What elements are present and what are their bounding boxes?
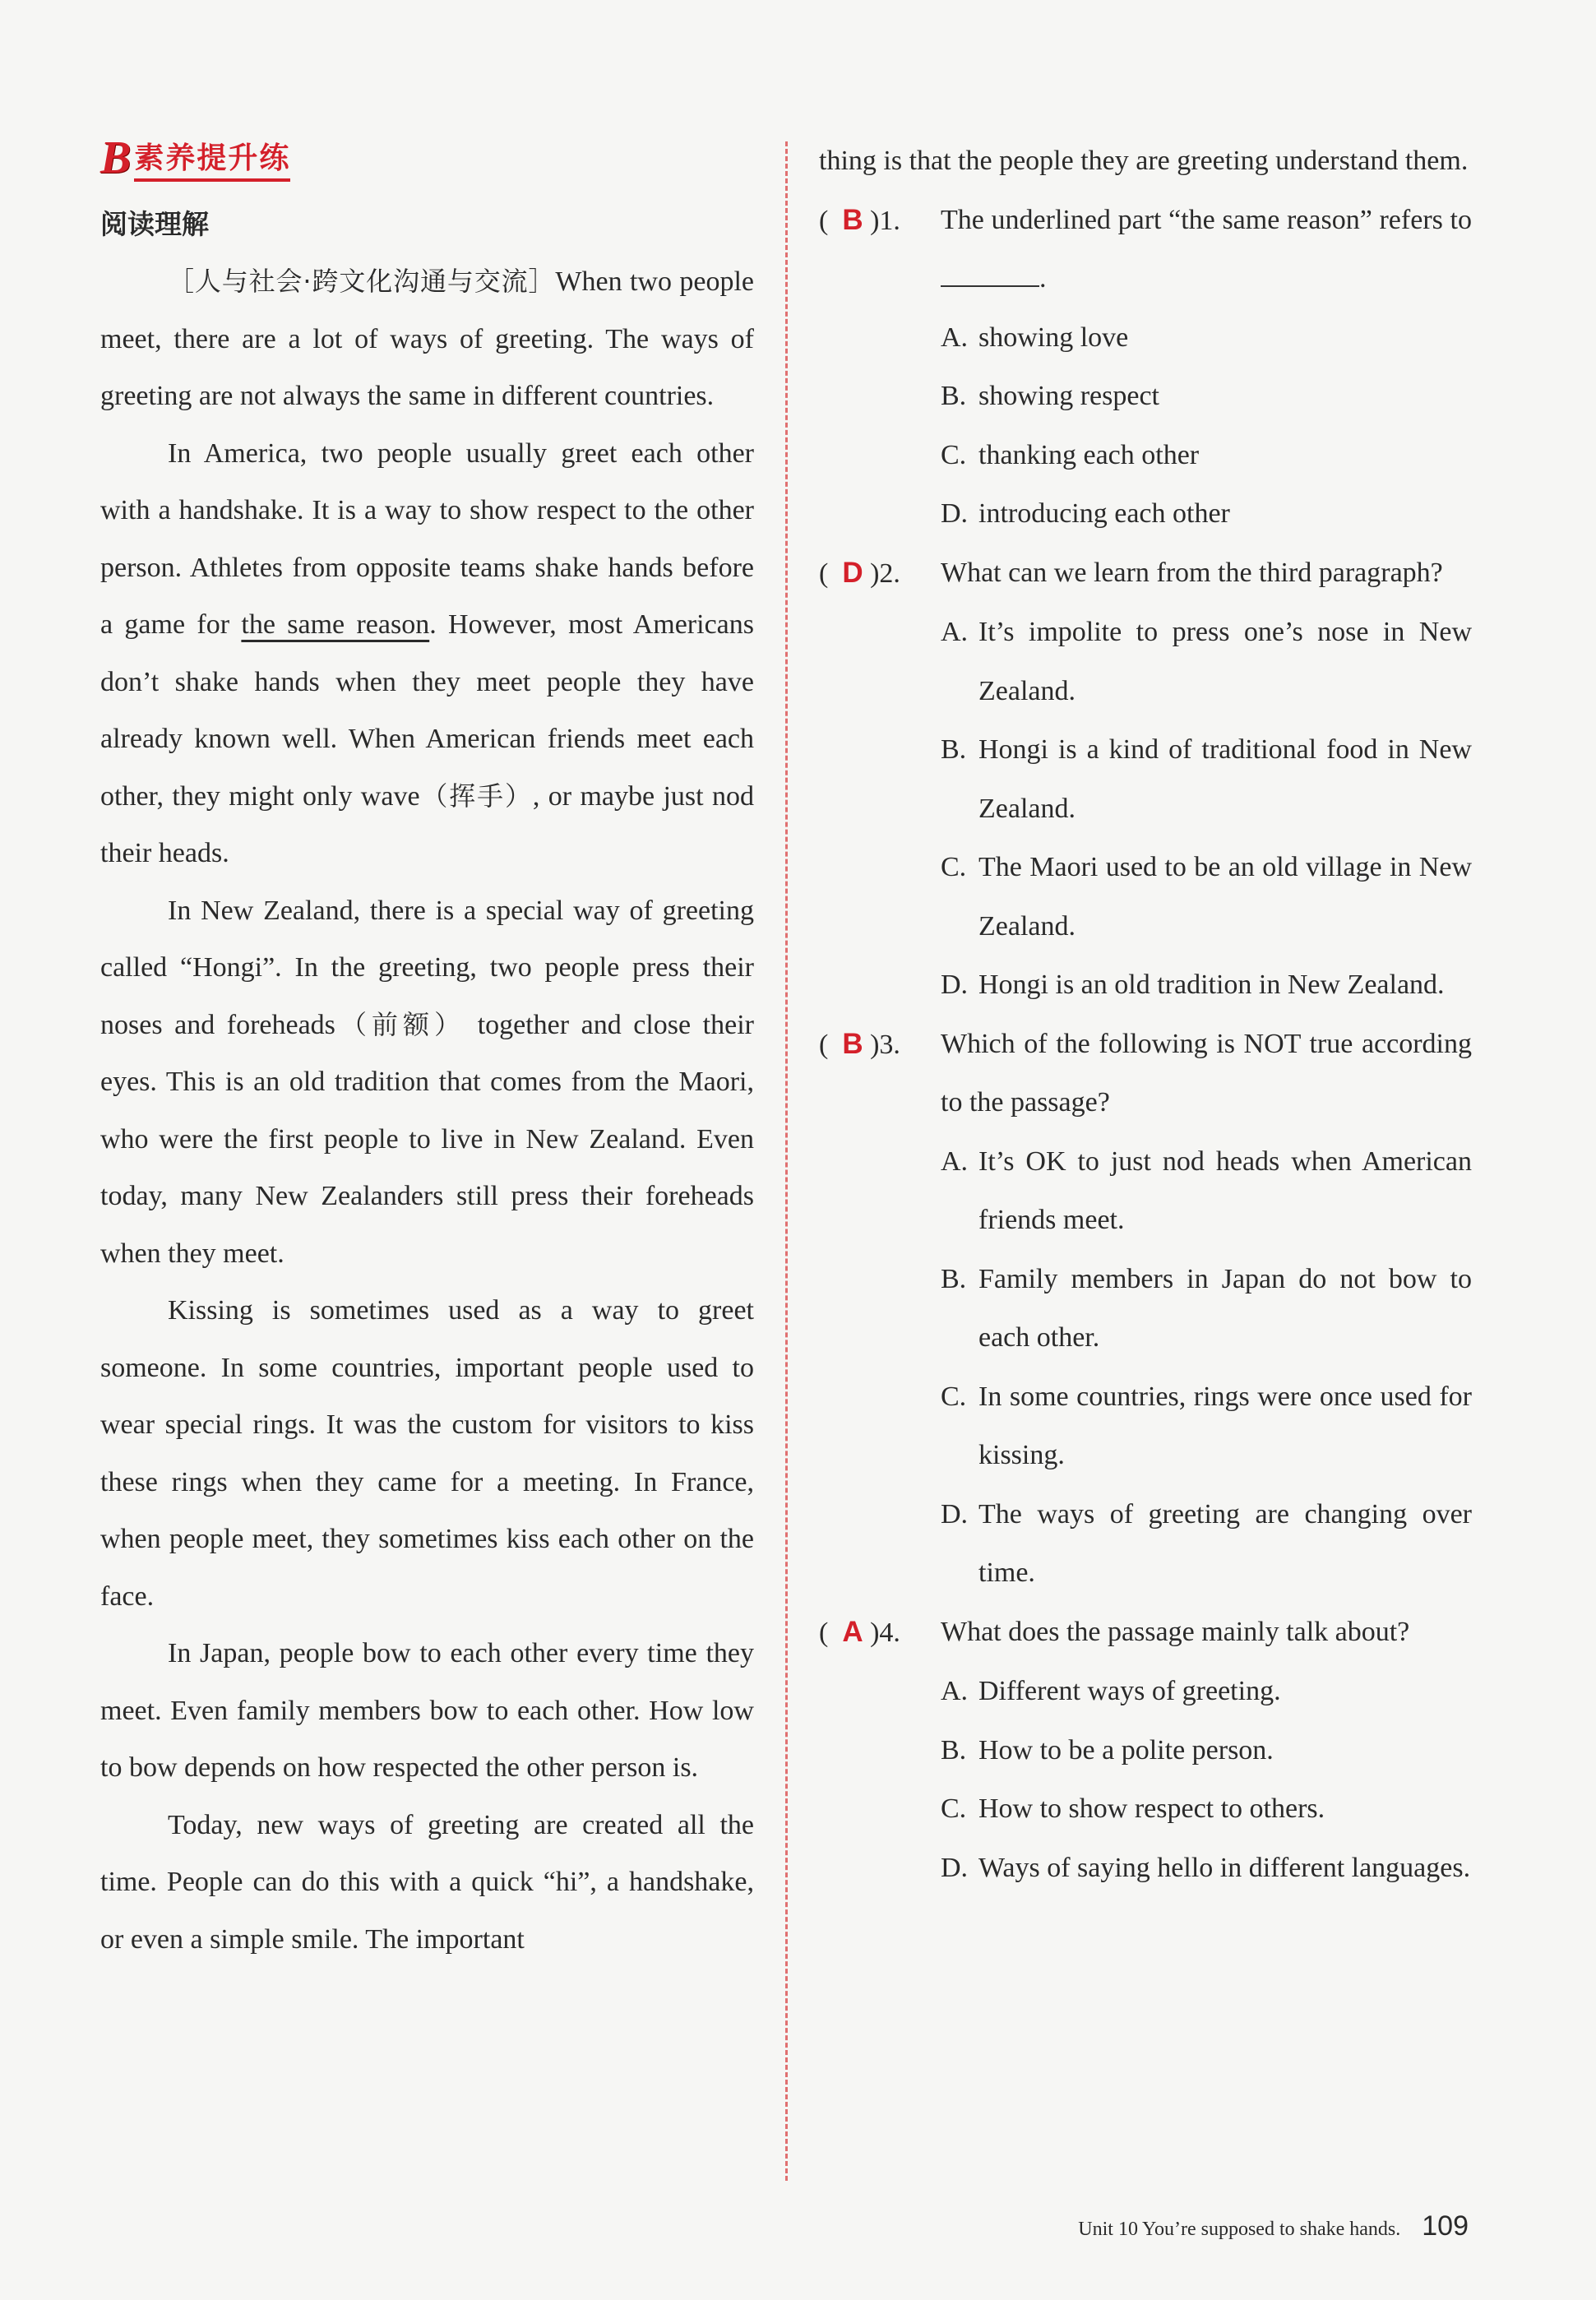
option-letter: A. <box>941 617 969 647</box>
b-level-mark: B <box>100 132 132 183</box>
option-letter: A. <box>941 1676 969 1706</box>
option-d <box>819 1485 1472 1603</box>
option-letter: C. <box>941 1381 967 1412</box>
reading-comprehension-title: 阅读理解 <box>100 208 209 240</box>
option-a <box>819 308 1472 368</box>
paragraph-text: . However, most Americans don’t shake hands when they meet people they have already known well. When American friends meet each other, they might only wave <box>100 609 754 812</box>
answer-mark: B <box>842 203 863 236</box>
option-d <box>819 484 1472 544</box>
option-letter: B. <box>941 381 967 411</box>
question-number: )4. <box>870 1617 900 1648</box>
answer-blank <box>941 261 1039 287</box>
question-stem <box>819 1015 1472 1132</box>
answer-bracket: ( B )3. <box>819 1027 900 1060</box>
option-b <box>819 367 1472 426</box>
passage-paragraph-6: Today, new ways of greeting are created all the time. People can do this with a quick “hi”, a handshake, or even a simple smile. The important <box>100 1809 754 1955</box>
option-text: Ways of saying hello in different languages. <box>978 1852 1471 1883</box>
option-d <box>819 1839 1472 1898</box>
question-stem <box>819 191 1472 308</box>
chinese-gloss: （挥手） <box>419 780 533 812</box>
question-text: Which of the following is NOT true according to the passage? <box>941 1028 1472 1118</box>
option-letter: C. <box>941 439 967 470</box>
option-text: It’s OK to just nod heads when American friends meet. <box>978 1145 1472 1235</box>
left-column <box>100 132 754 1968</box>
option-b <box>819 1721 1472 1780</box>
option-text: Hongi is an old tradition in New Zealand. <box>978 970 1445 1000</box>
paragraph-text: When two people meet, there are a lot of ways of greeting. The ways of greeting are not always the same in different countries. <box>100 266 754 411</box>
option-letter: B. <box>941 1263 967 1294</box>
option-letter: A. <box>941 1145 969 1177</box>
option-text: How to be a polite person. <box>978 1734 1274 1765</box>
option-text: Hongi is a kind of traditional food in New Zealand. <box>978 734 1472 824</box>
answer-bracket: ( A )4. <box>819 1615 900 1648</box>
answer-bracket: ( B )1. <box>819 203 900 236</box>
right-column <box>819 132 1472 1897</box>
passage-paragraph-1 <box>100 253 754 425</box>
option-text: Family members in Japan do not bow to each other. <box>978 1263 1472 1353</box>
passage-paragraph-5: In Japan, people bow to each other every time they meet. Even family members bow to each other. How low to bow depends on how respected the other person is. <box>100 1638 754 1783</box>
question-stem <box>819 1603 1472 1663</box>
answer-mark: D <box>842 556 863 589</box>
option-c <box>819 838 1472 956</box>
header-title: 素养提升练 <box>134 135 290 182</box>
question-1 <box>819 191 1472 544</box>
answer-bracket: ( D )2. <box>819 556 900 589</box>
page-number: 109 <box>1422 2210 1469 2242</box>
option-letter: C. <box>941 1793 967 1824</box>
question-4 <box>819 1603 1472 1898</box>
question-text: What does the passage mainly talk about? <box>941 1616 1410 1647</box>
paragraph-text: together and close their eyes. This is an old tradition that comes from the Maori, who were the first people to live in New Zealand. Even today, many New Zealanders still press their foreheads when they meet. <box>100 1009 754 1269</box>
question-2 <box>819 544 1472 1015</box>
option-a <box>819 1662 1472 1721</box>
option-c <box>819 1368 1472 1485</box>
option-text: In some countries, rings were once used for kissing. <box>978 1381 1472 1470</box>
option-d <box>819 956 1472 1015</box>
option-a <box>819 603 1472 720</box>
passage-paragraph-6-continued: thing is that the people they are greeting understand them. <box>819 146 1469 176</box>
option-text: showing respect <box>978 381 1160 411</box>
answer-mark: B <box>842 1027 863 1060</box>
option-letter: D. <box>941 1852 969 1883</box>
option-text: It’s impolite to press one’s nose in New Zealand. <box>978 617 1472 706</box>
option-letter: D. <box>941 1498 969 1529</box>
option-letter: D. <box>941 498 969 529</box>
option-text: showing love <box>978 322 1129 353</box>
option-letter: C. <box>941 852 967 882</box>
answer-mark: A <box>842 1615 863 1648</box>
topic-tag: ［人与社会·跨文化沟通与交流］ <box>168 266 556 297</box>
unit-title: Unit 10 You’re supposed to shake hands. <box>1078 2219 1401 2240</box>
chinese-gloss: （前额） <box>335 1008 466 1040</box>
question-text: What can we learn from the third paragraph? <box>941 557 1443 588</box>
question-number: )3. <box>870 1029 900 1060</box>
option-letter: B. <box>941 1734 967 1765</box>
option-b <box>819 720 1472 838</box>
question-number: )2. <box>870 558 900 589</box>
reading-passage <box>100 253 754 1968</box>
option-text: The Maori used to be an old village in New Zealand. <box>978 852 1472 942</box>
paragraph-text: , or maybe just nod their heads. <box>100 780 754 868</box>
option-text: How to show respect to others. <box>978 1793 1325 1824</box>
paragraph-text: In New Zealand, there is a special way of greeting called “Hongi”. In the greeting, two people press their noses and foreheads <box>100 895 754 1040</box>
option-letter: B. <box>941 734 967 765</box>
section-header <box>100 132 754 184</box>
option-letter: A. <box>941 322 969 353</box>
option-c <box>819 1779 1472 1839</box>
paragraph-text: In America, two people usually greet each other with a handshake. It is a way to show respect to the other person. Athletes from opposite teams shake hands before a game for <box>100 437 754 640</box>
question-stem <box>819 544 1472 604</box>
question-text <box>941 191 1472 308</box>
option-text: thanking each other <box>978 439 1200 470</box>
option-b <box>819 1250 1472 1368</box>
option-letter: D. <box>941 970 969 1000</box>
option-a <box>819 1132 1472 1250</box>
underlined-phrase: the same reason <box>241 609 430 640</box>
option-text: The ways of greeting are changing over time. <box>978 1498 1472 1588</box>
passage-paragraph-3 <box>100 882 754 1283</box>
passage-paragraph-2 <box>100 425 754 882</box>
question-text-part: . <box>1039 263 1047 294</box>
page-footer <box>1025 2210 1469 2242</box>
question-number: )1. <box>870 205 900 236</box>
column-divider <box>785 141 788 2181</box>
question-text-part: The underlined part “the same reason” refers to <box>941 204 1472 235</box>
option-c <box>819 426 1472 485</box>
question-3 <box>819 1015 1472 1603</box>
option-text: introducing each other <box>978 498 1230 529</box>
option-text: Different ways of greeting. <box>978 1676 1281 1706</box>
passage-paragraph-4: Kissing is sometimes used as a way to greet someone. In some countries, important people used to wear special rings. It was the custom for visitors to kiss these rings when they came for a meeting. In France, when people meet, they sometimes kiss each other on the face. <box>100 1295 754 1612</box>
